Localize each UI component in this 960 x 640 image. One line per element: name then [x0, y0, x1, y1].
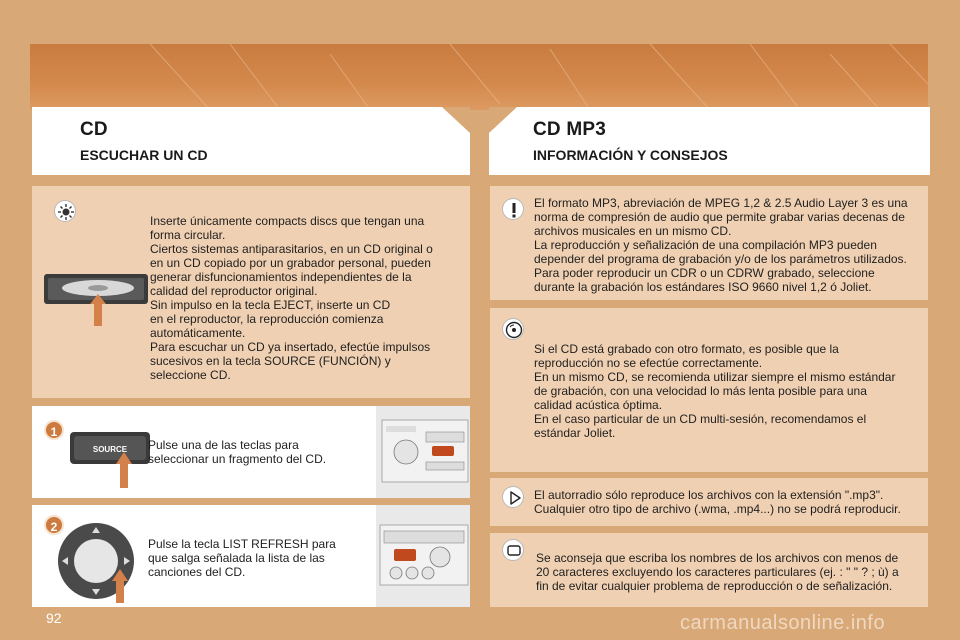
right-header — [489, 107, 930, 175]
step-1-badge: 1 — [44, 420, 64, 440]
step2-text: Pulse la tecla LIST REFRESH para que salga señalada la lista de las canciones del CD. — [148, 537, 336, 579]
source-button-illustration — [68, 430, 158, 490]
page-subtitle: ESCUCHAR UN CD — [80, 147, 208, 163]
navigation-pad-illustration — [54, 519, 144, 605]
page-number: 92 — [46, 610, 62, 626]
cd-slot-illustration — [44, 270, 156, 326]
section-subtitle-mp3: INFORMACIÓN Y CONSEJOS — [533, 147, 728, 163]
screen-icon — [502, 539, 524, 561]
extension-text: El autorradio sólo reproduce los archivos con la extensión ".mp3". Cualquier otro tipo de archivo (.wma, .mp4...) no se podrá reproducir. — [534, 488, 901, 516]
filename-advice-text: Se aconseja que escriba los nombres de los archivos con menos de 20 caracteres excluyendo los caracteres particulares (ej. : " " ? ; ù) a fin de evitar cualquier problema de reproducción o de señalización. — [536, 551, 899, 593]
step2-panel — [32, 505, 470, 607]
header-corner-cut-left — [489, 107, 517, 133]
intro-panel — [32, 186, 470, 398]
radio-illustration-1 — [376, 406, 470, 498]
radio-illustration-2 — [376, 505, 470, 607]
mp3-info-panel — [490, 186, 928, 300]
left-header — [32, 107, 470, 175]
section-title-mp3: CD MP3 — [533, 119, 606, 140]
step1-text: Pulse una de las teclas para seleccionar un fragmento del CD. — [148, 438, 327, 466]
mp3-info-text: El formato MP3, abreviación de MPEG 1,2 & 2.5 Audio Layer 3 es una norma de compresión de audio que permite grabar varias decenas de archivos musicales en un mismo CD. La reproducción y señalización de una compilación MP3 pueden depender del programa de grabación y/o de los parámetros utilizados. Para poder reproducir un CDR o un CDRW grabado, seleccione durante la grabación los estándares ISO 9660 nivel 1,2 ó Joliet. — [534, 196, 908, 294]
format-advice-text: Si el CD está grabado con otro formato, es posible que la reproducción no se efectúe correctamente. En un mismo CD, se recomienda utilizar siempre el mismo estándar de grabación, con una velocidad lo más lenta posible para una calidad acústica óptima. En el caso particular de un CD multi-sesión, recomendamos el estándar Joliet. — [534, 342, 896, 440]
band-decoration — [30, 44, 928, 110]
header-band — [30, 44, 928, 110]
extension-panel — [490, 478, 928, 526]
sun-icon — [54, 200, 76, 222]
watermark: carmanualsonline.info — [680, 612, 886, 634]
exclamation-icon — [502, 198, 524, 220]
page-title: CD — [80, 119, 108, 140]
intro-text: Inserte únicamente compacts discs que tengan una forma circular. Ciertos sistemas antiparasitarios, en un CD original o en un CD copiado por un grabador personal, pueden generar disfuncionamientos independientes de la calidad del reproductor original. Sin impulso en la tecla EJECT, inserte un CD en el reproductor, la reproducción comienza automáticamente. Para escuchar un CD ya insertado, efectúe impulsos sucesivos en la tecla SOURCE (FUNCIÓN) y seleccione CD. — [150, 214, 433, 382]
step-2-badge: 2 — [44, 515, 64, 535]
step1-panel — [32, 406, 470, 498]
format-advice-panel — [490, 308, 928, 472]
disc-icon — [502, 318, 524, 340]
filename-advice-panel — [490, 533, 928, 607]
play-icon — [502, 486, 524, 508]
header-corner-cut — [442, 107, 470, 133]
source-label: SOURCE — [92, 445, 128, 454]
